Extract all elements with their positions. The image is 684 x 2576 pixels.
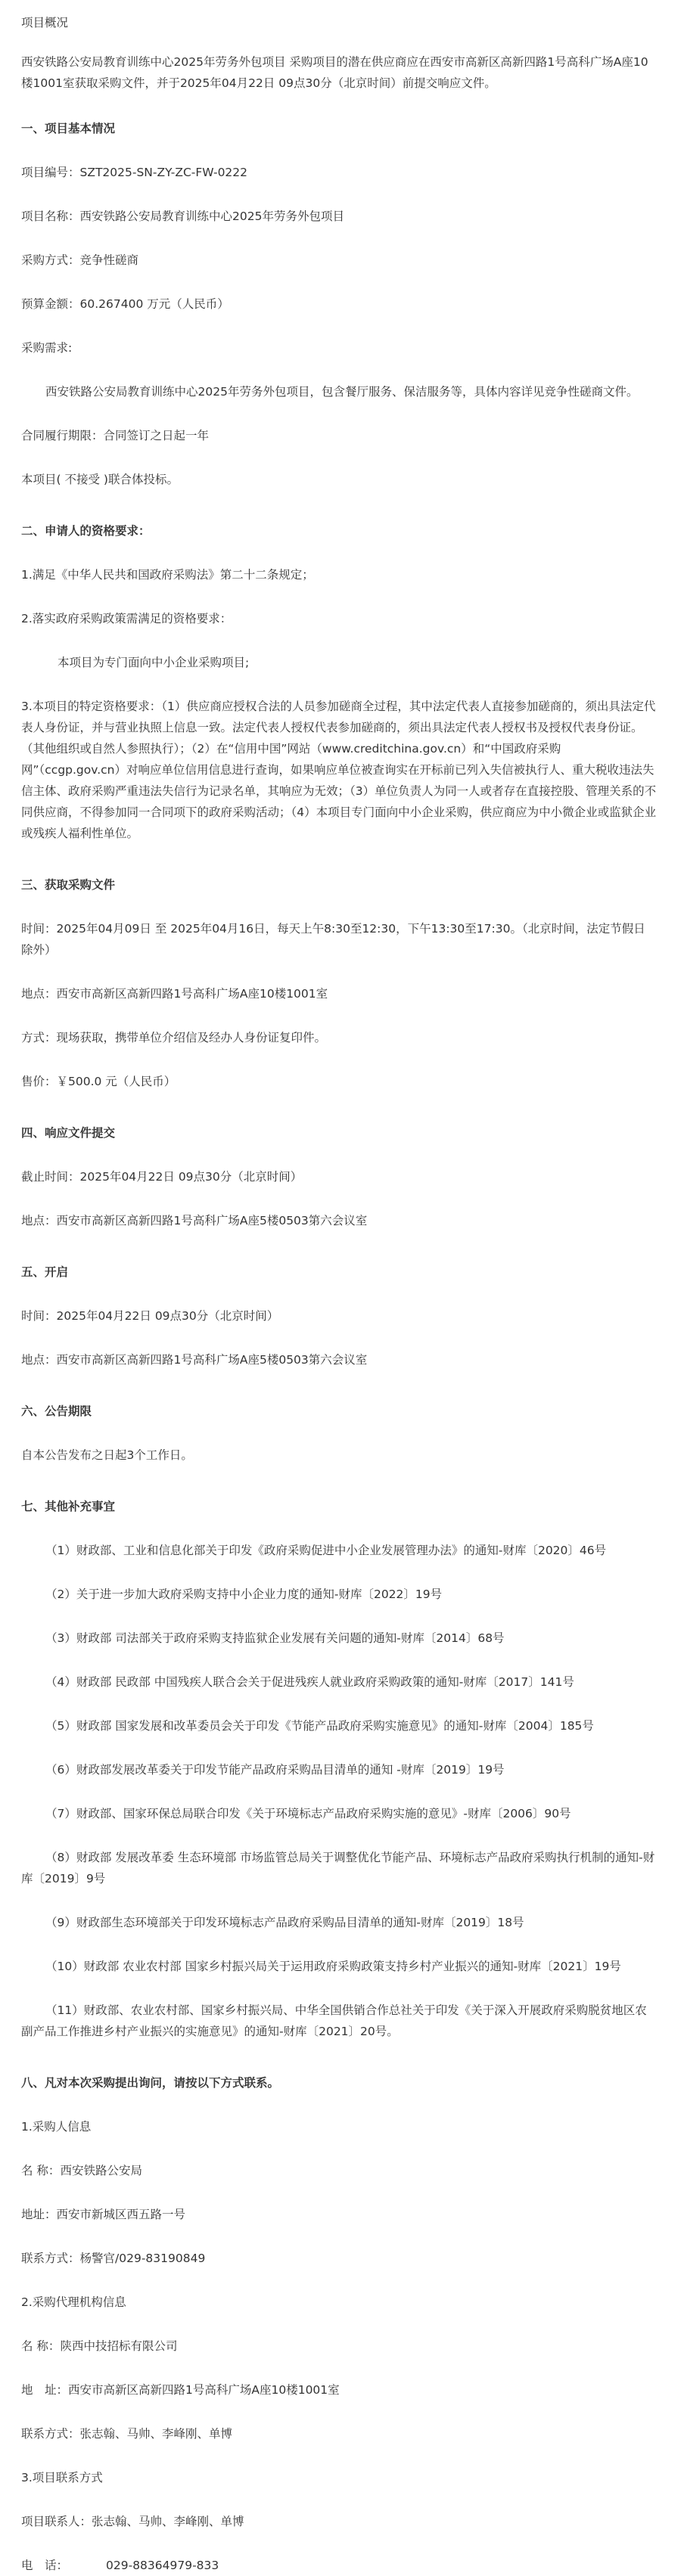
requirement-2: 2.落实政府采购政策需满足的资格要求：: [21, 612, 232, 625]
policy-item: （3）财政部 司法部关于政府采购支持监狱企业发展有关问题的通知-财库〔2014〕68号: [45, 1631, 505, 1645]
agency-address-row: [21, 2379, 657, 2401]
opening-time: 时间：2025年04月22日 09点30分（北京时间）: [21, 1309, 279, 1323]
buyer-address-label: 地址：: [21, 2208, 57, 2221]
project-person: 张志翰、马帅、李峰刚、单博: [92, 2515, 244, 2528]
agency-address: 西安市高新区高新四路1号高科广场A座10楼1001室: [68, 2383, 340, 2397]
buyer-name-row: [21, 2160, 657, 2181]
policy-item: （7）财政部、国家环保总局联合印发《关于环境标志产品政府采购实施的意见》-财库〔2006〕90号: [45, 1807, 571, 1820]
agency-name-label: 名 称：: [21, 2339, 61, 2353]
buyer-contact: 杨警官/029-83190849: [79, 2252, 206, 2265]
buyer-address: 西安市新城区西五路一号: [56, 2208, 186, 2221]
project-person-label: 项目联系人：: [21, 2515, 92, 2528]
project-contact-title: 3.项目联系方式: [21, 2471, 103, 2484]
project-number: 项目编号：SZT2025-SN-ZY-ZC-FW-0222: [21, 166, 248, 179]
section-heading-contacts: 八、凡对本次采购提出询问，请按以下方式联系。: [21, 2076, 280, 2090]
buyer-name: 西安铁路公安局: [60, 2164, 142, 2177]
obtain-place: 地点：西安市高新区高新四路1号高科广场A座10楼1001室: [21, 987, 328, 1001]
overview-paragraph: 西安铁路公安局教育训练中心2025年劳务外包项目 采购项目的潜在供应商应在西安市高新区高新四路1号高科广场A座10楼1001室获取采购文件，并于2025年04月22日 09点30分（北京时间）前提交响应文件。: [21, 55, 648, 90]
demand-text: 西安铁路公安局教育训练中心2025年劳务外包项目，包含餐厅服务、保洁服务等，具体内容详见竞争性磋商文件。: [45, 385, 639, 399]
agency-name-row: [21, 2335, 657, 2357]
agency-contact-row: [21, 2423, 657, 2444]
requirement-1: 1.满足《中华人民共和国政府采购法》第二十二条规定；: [21, 568, 314, 582]
policy-item: （5）财政部 国家发展和改革委员会关于印发《节能产品政府采购实施意见》的通知-财库〔2004〕185号: [45, 1719, 594, 1733]
policy-item: （6）财政部发展改革委关于印发节能产品政府采购品目清单的通知 -财库〔2019〕19号: [45, 1763, 505, 1777]
agency-address-label: 地 址：: [21, 2383, 69, 2397]
section-heading-notice-period: 六、公告期限: [21, 1404, 92, 1418]
budget-amount: 预算金额：60.267400 万元（人民币）: [21, 297, 229, 311]
notice-period-text: 自本公告发布之日起3个工作日。: [21, 1448, 193, 1462]
phone-row: [21, 2555, 657, 2576]
obtain-method: 方式：现场获取，携带单位介绍信及经办人身份证复印件。: [21, 1031, 327, 1044]
section-heading-qualifications: 二、申请人的资格要求：: [21, 524, 151, 538]
requirement-2-detail: 本项目为专门面向中小企业采购项目;: [58, 656, 250, 669]
policy-item: （11）财政部、农业农村部、国家乡村振兴局、中华全国供销合作总社关于印发《关于深入开展政府采购脱贫地区农副产品工作推进乡村产业振兴的实施意见》的通知-财库〔2021〕20号。: [21, 2003, 647, 2038]
section-heading-other-matters: 七、其他补充事宜: [21, 1500, 116, 1513]
consortium-note: 本项目( 不接受 )联合体投标。: [21, 473, 179, 486]
demand-label: 采购需求:: [21, 341, 73, 355]
obtain-time: 时间：2025年04月09日 至 2025年04月16日，每天上午8:30至12:30，下午13:30至17:30。（北京时间，法定节假日除外）: [21, 922, 645, 957]
agency-name: 陕西中技招标有限公司: [60, 2339, 178, 2353]
submission-deadline: 截止时间：2025年04月22日 09点30分（北京时间）: [21, 1170, 303, 1184]
section-heading-submission: 四、响应文件提交: [21, 1126, 116, 1140]
buyer-contact-row: [21, 2248, 657, 2269]
policy-item: （9）财政部生态环境部关于印发环境标志产品政府采购品目清单的通知-财库〔2019〕18号: [45, 1916, 524, 1929]
policy-item: （10）财政部 农业农村部 国家乡村振兴局关于运用政府采购政策支持乡村产业振兴的通知-财库〔2021〕19号: [45, 1960, 621, 1973]
project-name: 项目名称：西安铁路公安局教育训练中心2025年劳务外包项目: [21, 209, 344, 223]
policy-item: （4）财政部 民政部 中国残疾人联合会关于促进残疾人就业政府采购政策的通知-财库〔2017〕141号: [45, 1675, 574, 1689]
policy-item: （8）财政部 发展改革委 生态环境部 市场监管总局关于调整优化节能产品、环境标志产品政府采购执行机制的通知-财库〔2019〕9号: [21, 1851, 655, 1885]
document-price: 售价：￥500.0 元（人民币）: [21, 1075, 176, 1088]
buyer-contact-label: 联系方式：: [21, 2252, 80, 2265]
policy-item: （2）关于进一步加大政府采购支持中小企业力度的通知-财库〔2022〕19号: [45, 1587, 443, 1601]
agency-info-title: 2.采购代理机构信息: [21, 2295, 126, 2309]
buyer-info-title: 1.采购人信息: [21, 2120, 92, 2134]
requirement-3: 3.本项目的特定资格要求：（1）供应商应授权合法的人员参加磋商全过程，其中法定代表人直接参加磋商的，须出具法定代表人身份证，并与营业执照上信息一致。法定代表人授权代表参加磋商的，须出具法定代表人授权书及授权代表身份证。（其他组织或自然人参照执行）；（2）在“信用中国”网站（www.creditchina.gov.cn）和“中国政府采购网”（ccgp.gov.cn）对响应单位信用信息进行查询，如果响应单位被查询实在开标前已列入失信被执行人、重大税收违法失信主体、政府采购严重违法失信行为记录名单，其响应为无效；（3）单位负责人为同一人或者存在直接控股、管理关系的不同供应商，不得参加同一合同项下的政府采购活动；（4）本项目专门面向中小企业采购，供应商应为中小微企业或监狱企业或残疾人福利性单位。: [21, 700, 657, 840]
procurement-method: 采购方式：竞争性磋商: [21, 253, 139, 267]
phone-label: 电 话：: [21, 2559, 69, 2572]
section-heading-basic-info: 一、项目基本情况: [21, 122, 116, 135]
policy-item: （1）财政部、工业和信息化部关于印发《政府采购促进中小企业发展管理办法》的通知-财库〔2020〕46号: [45, 1544, 607, 1557]
section-heading-opening: 五、开启: [21, 1265, 69, 1279]
section-title-overview: 项目概况: [21, 16, 69, 29]
submission-place: 地点：西安市高新区高新四路1号高科广场A座5楼0503第六会议室: [21, 1214, 368, 1227]
phone-number: 029-88364979-833: [106, 2559, 219, 2572]
project-person-row: [21, 2511, 657, 2532]
contract-period: 合同履行期限：合同签订之日起一年: [21, 429, 210, 442]
section-heading-obtain-documents: 三、获取采购文件: [21, 878, 116, 892]
buyer-name-label: 名 称：: [21, 2164, 61, 2177]
agency-contact: 张志翰、马帅、李峰刚、单博: [79, 2427, 233, 2441]
opening-place: 地点：西安市高新区高新四路1号高科广场A座5楼0503第六会议室: [21, 1353, 368, 1367]
agency-contact-label: 联系方式：: [21, 2427, 80, 2441]
buyer-address-row: [21, 2204, 657, 2225]
